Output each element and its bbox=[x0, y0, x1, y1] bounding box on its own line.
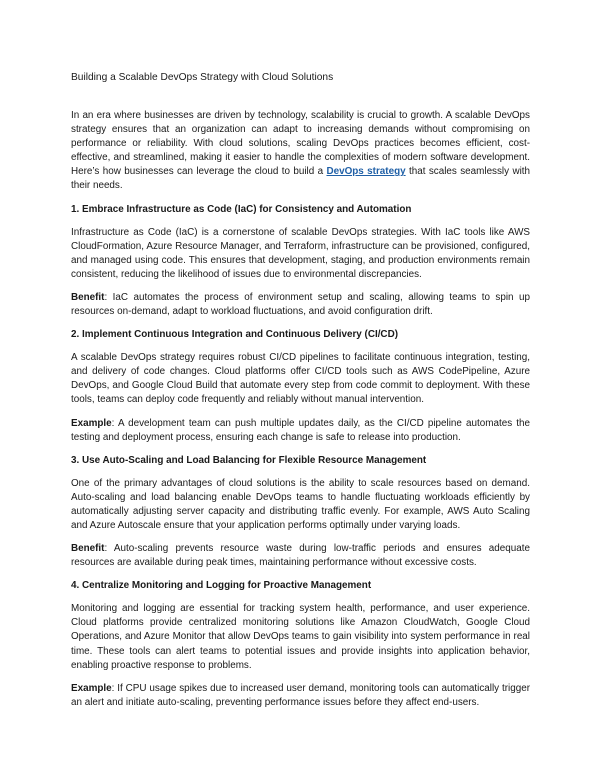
section-note-iac bbox=[71, 291, 530, 319]
note-label: Example bbox=[71, 682, 112, 694]
note-label: Example bbox=[71, 417, 112, 429]
note-label: Benefit bbox=[71, 291, 105, 303]
intro-text-start: In an era where businesses are driven by technology, scalability is crucial to growth. A scalable DevOps strategy ensures that an organization can adapt to increasing demands without compromising on performance or reliability. With cloud solutions, scaling DevOps practices becomes efficient, cost-effective, and streamlined, making it easier to handle the complexities of modern software development. Here’s how businesses can leverage the cloud to build a bbox=[71, 110, 530, 178]
section-note-monitoring bbox=[71, 682, 530, 710]
section-heading-iac: 1. Embrace Infrastructure as Code (IaC) for Consistency and Automation bbox=[71, 203, 412, 215]
devops-strategy-link[interactable]: DevOps strategy bbox=[326, 166, 406, 178]
section-body-cicd: A scalable DevOps strategy requires robust CI/CD pipelines to facilitate continuous integration, testing, and delivery of code changes. Cloud platforms offer CI/CD tools such as AWS CodePipeline, Azure DevOps, and Google Cloud Build that automate every step from code commit to deployment. With these tools, teams can deploy code frequently and reliably without manual intervention. bbox=[71, 352, 530, 406]
note-label: Benefit bbox=[71, 543, 105, 555]
note-text: : If CPU usage spikes due to increased user demand, monitoring tools can automatically trigger an alert and initiate auto-scaling, preventing performance issues before they affect end-users. bbox=[71, 682, 530, 708]
section-body-iac: Infrastructure as Code (IaC) is a cornerstone of scalable DevOps strategies. With IaC tools like AWS CloudFormation, Azure Resource Manager, and Terraform, infrastructure can be provisioned, configured, and managed using code. This ensures that development, staging, and production environments remain consistent, reducing the likelihood of issues due to environmental discrepancies. bbox=[71, 226, 530, 280]
section-body-monitoring: Monitoring and logging are essential for tracking system health, performance, and user experience. Cloud platforms provide centralized monitoring solutions like Amazon CloudWatch, Google Cloud Operations, and Azure Monitor that allow DevOps teams to gain visibility into system performance in real time. These tools can alert teams to potential issues and provide insights into application behavior, enabling proactive response to problems. bbox=[71, 603, 530, 671]
section-body-autoscaling: One of the primary advantages of cloud solutions is the ability to scale resources based on demand. Auto-scaling and load balancing enable DevOps teams to handle fluctuating workloads efficiently by automatically adjusting server capacity and distributing traffic evenly. For example, AWS Auto Scaling and Azure Autoscale ensure that your application performs optimally under varying loads. bbox=[71, 477, 530, 531]
intro-text-end: that scales seamlessly with their needs. bbox=[71, 166, 531, 192]
section-heading-autoscaling: 3. Use Auto-Scaling and Load Balancing for Flexible Resource Management bbox=[71, 454, 427, 466]
section-heading-monitoring: 4. Centralize Monitoring and Logging for Proactive Management bbox=[71, 580, 372, 592]
section-note-cicd bbox=[71, 417, 530, 445]
section-heading-cicd: 2. Implement Continuous Integration and Continuous Delivery (CI/CD) bbox=[71, 329, 398, 341]
document-title: Building a Scalable DevOps Strategy with Cloud Solutions bbox=[71, 72, 334, 83]
section-note-autoscaling bbox=[71, 542, 530, 570]
document-body bbox=[71, 109, 530, 719]
note-text: : A development team can push multiple updates daily, as the CI/CD pipeline automates the testing and deployment process, ensuring each change is safe to release into production. bbox=[71, 417, 530, 443]
note-text: : Auto-scaling prevents resource waste during low-traffic periods and ensures adequate resources are available during peak times, maintaining performance without excessive costs. bbox=[71, 543, 530, 569]
intro-paragraph bbox=[71, 109, 530, 194]
note-text: : IaC automates the process of environment setup and scaling, allowing teams to spin up resources on-demand, adapt to workload fluctuations, and avoid configuration drift. bbox=[71, 291, 530, 318]
